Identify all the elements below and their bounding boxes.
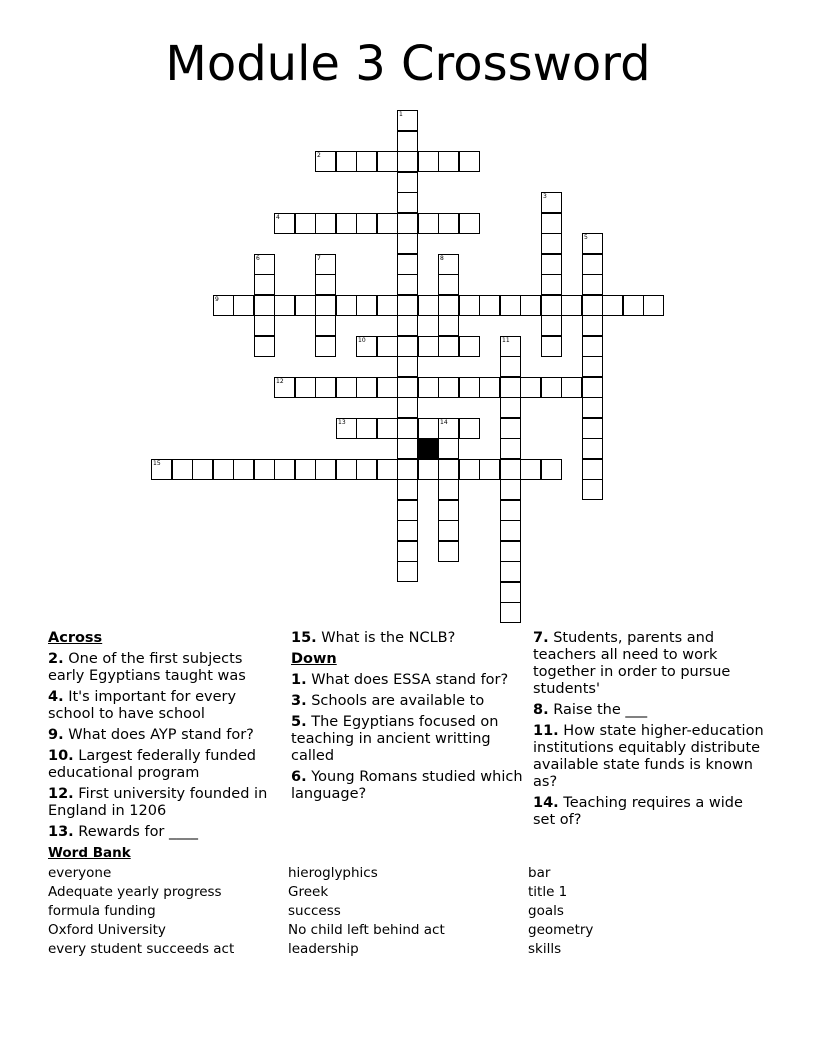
grid-cell[interactable]: [377, 213, 398, 234]
grid-cell[interactable]: [541, 274, 562, 295]
grid-cell[interactable]: [459, 295, 480, 316]
grid-cell[interactable]: [397, 438, 418, 459]
grid-cell[interactable]: [500, 602, 521, 623]
grid-cell[interactable]: [438, 541, 459, 562]
clue-across-13: 13. Rewards for ____: [48, 824, 199, 840]
grid-cell[interactable]: [356, 213, 377, 234]
grid-cell[interactable]: [459, 213, 480, 234]
clue-across-12: 12. First university founded in England in 1206: [48, 786, 268, 819]
grid-cell[interactable]: [377, 336, 398, 357]
grid-cell[interactable]: [213, 295, 234, 316]
grid-cell[interactable]: [295, 295, 316, 316]
grid-cell[interactable]: [479, 377, 500, 398]
grid-cell[interactable]: [582, 459, 603, 480]
clues-column-3: [533, 630, 765, 833]
grid-cell[interactable]: [377, 418, 398, 439]
grid-cell[interactable]: [582, 336, 603, 357]
grid-cell[interactable]: [315, 295, 336, 316]
grid-cell[interactable]: [438, 151, 459, 172]
grid-cell[interactable]: [356, 418, 377, 439]
grid-cell[interactable]: [295, 213, 316, 234]
grid-cell[interactable]: [315, 151, 336, 172]
grid-cell[interactable]: [274, 377, 295, 398]
grid-cell[interactable]: [541, 295, 562, 316]
clues-column-2: [291, 630, 523, 807]
word-bank-item: Greek: [288, 884, 329, 900]
grid-cell[interactable]: [315, 315, 336, 336]
grid-cell[interactable]: [356, 336, 377, 357]
grid-cell[interactable]: [541, 254, 562, 275]
grid-cell[interactable]: [438, 274, 459, 295]
grid-cell[interactable]: [274, 213, 295, 234]
grid-cell[interactable]: [582, 254, 603, 275]
grid-cell[interactable]: [315, 336, 336, 357]
grid-cell[interactable]: [397, 479, 418, 500]
down-header: Down: [291, 651, 337, 667]
grid-cell[interactable]: [151, 459, 172, 480]
word-bank-item: success: [288, 903, 341, 919]
cell-number: 11: [502, 337, 510, 344]
grid-cell[interactable]: [397, 295, 418, 316]
grid-cell[interactable]: [397, 459, 418, 480]
grid-cell[interactable]: [172, 459, 193, 480]
word-bank-item: every student succeeds act: [48, 941, 235, 957]
cell-number: 7: [317, 255, 321, 262]
grid-cell[interactable]: [356, 151, 377, 172]
grid-cell[interactable]: [336, 418, 357, 439]
grid-cell[interactable]: [500, 520, 521, 541]
grid-cell[interactable]: [541, 377, 562, 398]
grid-cell[interactable]: [561, 295, 582, 316]
clues-column-1: [48, 630, 280, 845]
grid-cell[interactable]: [295, 459, 316, 480]
cell-number: 1: [399, 111, 403, 118]
grid-cell[interactable]: [377, 459, 398, 480]
grid-cell[interactable]: [254, 336, 275, 357]
grid-cell[interactable]: [397, 192, 418, 213]
grid-cell[interactable]: [315, 254, 336, 275]
grid-cell[interactable]: [397, 418, 418, 439]
cell-number: 3: [543, 193, 547, 200]
grid-cell[interactable]: [397, 520, 418, 541]
grid-cell[interactable]: [418, 213, 439, 234]
grid-cell[interactable]: [582, 274, 603, 295]
grid-cell[interactable]: [397, 254, 418, 275]
grid-cell[interactable]: [274, 295, 295, 316]
grid-cell[interactable]: [541, 336, 562, 357]
word-bank-column-1: [48, 864, 234, 959]
grid-cell[interactable]: [397, 397, 418, 418]
grid-cell[interactable]: [315, 377, 336, 398]
grid-cell[interactable]: [397, 561, 418, 582]
grid-cell[interactable]: [520, 459, 541, 480]
grid-cell[interactable]: [397, 131, 418, 152]
clue-down-7: 7. Students, parents and teachers all need to work together in order to pursue students': [533, 630, 731, 697]
grid-cell[interactable]: [582, 233, 603, 254]
grid-cell[interactable]: [500, 500, 521, 521]
grid-cell[interactable]: [233, 459, 254, 480]
clue-across-4: 4. It's important for every school to have school: [48, 689, 237, 722]
clue-across-2: 2. One of the first subjects early Egyptians taught was: [48, 651, 246, 684]
grid-cell[interactable]: [500, 479, 521, 500]
grid-cell[interactable]: [377, 295, 398, 316]
grid-cell[interactable]: [541, 315, 562, 336]
grid-cell[interactable]: [315, 459, 336, 480]
grid-cell[interactable]: [356, 377, 377, 398]
cell-number: 6: [256, 255, 260, 262]
word-bank-item: everyone: [48, 865, 112, 881]
grid-cell[interactable]: [438, 418, 459, 439]
grid-cell[interactable]: [500, 459, 521, 480]
grid-cell[interactable]: [438, 479, 459, 500]
clue-down-1: 1. What does ESSA stand for?: [291, 672, 509, 688]
grid-cell[interactable]: [500, 418, 521, 439]
grid-cell[interactable]: [520, 295, 541, 316]
grid-cell[interactable]: [438, 295, 459, 316]
puzzle-title: Module 3 Crossword: [165, 36, 651, 92]
grid-cell[interactable]: [602, 295, 623, 316]
cell-number: 2: [317, 152, 321, 159]
grid-cell[interactable]: [397, 336, 418, 357]
word-bank-item: Oxford University: [48, 922, 166, 938]
grid-cell[interactable]: [438, 254, 459, 275]
word-bank-item: No child left behind act: [288, 922, 445, 938]
grid-cell[interactable]: [541, 233, 562, 254]
grid-cell[interactable]: [336, 377, 357, 398]
grid-cell[interactable]: [500, 561, 521, 582]
grid-cell[interactable]: [397, 151, 418, 172]
grid-cell[interactable]: [213, 459, 234, 480]
grid-cell[interactable]: [520, 377, 541, 398]
grid-cell[interactable]: [500, 541, 521, 562]
grid-cell[interactable]: [192, 459, 213, 480]
clue-across-10: 10. Largest federally funded educational program: [48, 748, 256, 781]
grid-cell[interactable]: [582, 418, 603, 439]
word-bank-item: leadership: [288, 941, 359, 957]
grid-cell[interactable]: [397, 110, 418, 131]
grid-cell[interactable]: [336, 151, 357, 172]
clue-across-15: 15. What is the NCLB?: [291, 630, 456, 646]
cell-number: 8: [440, 255, 444, 262]
grid-cell[interactable]: [582, 397, 603, 418]
grid-cell[interactable]: [459, 459, 480, 480]
grid-cell[interactable]: [397, 274, 418, 295]
grid-cell[interactable]: [582, 295, 603, 316]
cell-number: 10: [358, 337, 366, 344]
grid-cell[interactable]: [377, 377, 398, 398]
grid-cell[interactable]: [500, 582, 521, 603]
word-bank-item: skills: [528, 941, 562, 957]
grid-cell[interactable]: [418, 418, 439, 439]
clue-down-8: 8. Raise the ___: [533, 702, 648, 718]
word-bank-column-2: [288, 864, 445, 959]
grid-cell[interactable]: [438, 213, 459, 234]
grid-cell[interactable]: [438, 315, 459, 336]
cell-number: 12: [276, 378, 284, 385]
grid-cell[interactable]: [438, 336, 459, 357]
across-header: Across: [48, 630, 103, 646]
black-cell: [418, 438, 439, 459]
clue-down-3: 3. Schools are available to: [291, 693, 485, 709]
grid-cell[interactable]: [459, 418, 480, 439]
clue-down-11: 11. How state higher-education institutions equitably distribute available state funds is known as?: [533, 723, 764, 790]
word-bank-item: goals: [528, 903, 564, 919]
grid-cell[interactable]: [397, 172, 418, 193]
word-bank-item: title 1: [528, 884, 568, 900]
grid-cell[interactable]: [233, 295, 254, 316]
grid-cell[interactable]: [397, 233, 418, 254]
grid-cell[interactable]: [438, 438, 459, 459]
grid-cell[interactable]: [418, 151, 439, 172]
clue-down-5: 5. The Egyptians focused on teaching in ancient writting called: [291, 714, 499, 764]
cell-number: 14: [440, 419, 448, 426]
grid-cell[interactable]: [356, 295, 377, 316]
grid-cell[interactable]: [356, 459, 377, 480]
grid-cell[interactable]: [500, 356, 521, 377]
grid-cell[interactable]: [541, 213, 562, 234]
grid-cell[interactable]: [459, 151, 480, 172]
word-bank-item: Adequate yearly progress: [48, 884, 222, 900]
word-bank-item: hieroglyphics: [288, 865, 378, 881]
grid-cell[interactable]: [500, 295, 521, 316]
word-bank-item: bar: [528, 865, 551, 881]
cell-number: 5: [584, 234, 588, 241]
clue-across-9: 9. What does AYP stand for?: [48, 727, 254, 743]
word-bank-title: Word Bank: [48, 845, 131, 861]
grid-cell[interactable]: [336, 459, 357, 480]
grid-cell[interactable]: [541, 459, 562, 480]
word-bank-item: formula funding: [48, 903, 156, 919]
grid-cell[interactable]: [582, 479, 603, 500]
grid-cell[interactable]: [500, 336, 521, 357]
grid-cell[interactable]: [397, 213, 418, 234]
grid-cell[interactable]: [397, 541, 418, 562]
grid-cell[interactable]: [541, 192, 562, 213]
grid-cell[interactable]: [315, 213, 336, 234]
grid-cell[interactable]: [438, 377, 459, 398]
clue-down-6: 6. Young Romans studied which language?: [291, 769, 523, 802]
cell-number: 4: [276, 214, 280, 221]
grid-cell[interactable]: [418, 336, 439, 357]
grid-cell[interactable]: [623, 295, 644, 316]
grid-cell[interactable]: [438, 500, 459, 521]
grid-cell[interactable]: [254, 315, 275, 336]
cell-number: 13: [338, 419, 346, 426]
grid-cell[interactable]: [397, 377, 418, 398]
grid-cell[interactable]: [479, 459, 500, 480]
grid-cell[interactable]: [438, 520, 459, 541]
grid-cell[interactable]: [582, 377, 603, 398]
word-bank-item: geometry: [528, 922, 594, 938]
grid-cell[interactable]: [315, 274, 336, 295]
word-bank-column-3: [528, 864, 593, 959]
grid-cell[interactable]: [418, 459, 439, 480]
grid-cell[interactable]: [397, 356, 418, 377]
grid-cell[interactable]: [561, 377, 582, 398]
grid-cell[interactable]: [438, 459, 459, 480]
grid-cell[interactable]: [254, 274, 275, 295]
grid-cell[interactable]: [397, 315, 418, 336]
grid-cell[interactable]: [500, 377, 521, 398]
grid-cell[interactable]: [254, 254, 275, 275]
grid-cell[interactable]: [418, 377, 439, 398]
grid-cell[interactable]: [459, 377, 480, 398]
grid-cell[interactable]: [274, 459, 295, 480]
cell-number: 9: [215, 296, 219, 303]
grid-cell[interactable]: [336, 295, 357, 316]
clue-down-14: 14. Teaching requires a wide set of?: [533, 795, 743, 828]
grid-cell[interactable]: [500, 397, 521, 418]
grid-cell[interactable]: [500, 438, 521, 459]
cell-number: 15: [153, 460, 161, 467]
grid-cell[interactable]: [377, 151, 398, 172]
grid-cell[interactable]: [582, 315, 603, 336]
grid-cell[interactable]: [336, 213, 357, 234]
grid-cell[interactable]: [459, 336, 480, 357]
grid-cell[interactable]: [254, 295, 275, 316]
grid-cell[interactable]: [643, 295, 664, 316]
grid-cell[interactable]: [582, 438, 603, 459]
grid-cell[interactable]: [254, 459, 275, 480]
grid-cell[interactable]: [397, 500, 418, 521]
grid-cell[interactable]: [418, 295, 439, 316]
grid-cell[interactable]: [479, 295, 500, 316]
grid-cell[interactable]: [295, 377, 316, 398]
grid-cell[interactable]: [582, 356, 603, 377]
